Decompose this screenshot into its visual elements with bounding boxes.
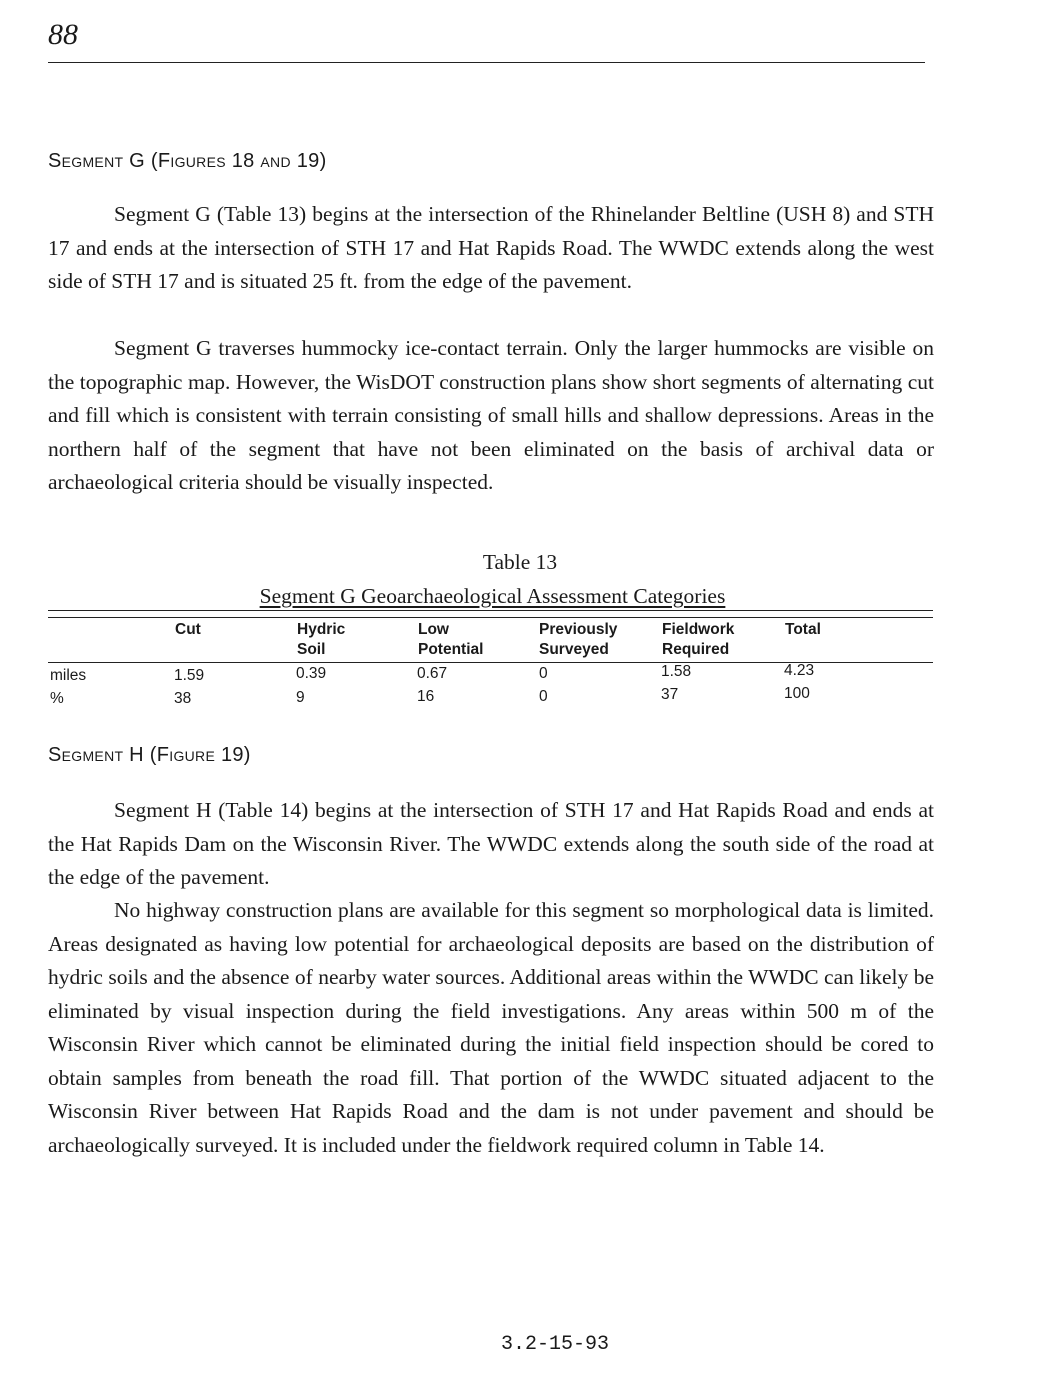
table-top-rule-1 <box>48 610 933 611</box>
col-header-line2: Surveyed <box>539 641 609 658</box>
segment-h-paragraph-2: No highway construction plans are available for this segment so morphological data is limited. Areas designated as having low potential for archaeological deposits are based on the distribution of hydric soils and the absence of nearby water sources. Additional areas within the WWDC can likely be eliminated by visual inspection during the field investigations. Any areas within 500 m of the Wisconsin River which cannot be eliminated during the initial field inspection should be cored to obtain samples from beneath the road fill. That portion of the WWDC situated adjacent to the Wisconsin River between Hat Rapids Road and the dam is not under pavement and should be archaeologically surveyed. It is included under the fieldwork required column in Table 14. <box>48 898 934 1157</box>
col-header-line2: Potential <box>418 641 484 658</box>
col-header-line2: Soil <box>297 641 326 658</box>
col-header-line1: Low <box>418 621 449 638</box>
cell-miles-previously-surveyed: 0 <box>539 665 548 682</box>
col-header-line2: Required <box>662 641 730 658</box>
col-header-line1: Fieldwork <box>662 621 735 638</box>
col-header-low-potential <box>418 620 483 660</box>
segment-h-heading: Segment H (Figure 19) <box>48 744 251 766</box>
cell-percent-low-potential: 16 <box>417 688 435 705</box>
row-label-miles: miles <box>50 667 87 684</box>
col-header-line1: Hydric <box>297 621 346 638</box>
segment-g-heading: Segment G (Figures 18 and 19) <box>48 150 327 172</box>
cell-miles-low-potential: 0.67 <box>417 665 448 682</box>
table-title <box>0 584 985 609</box>
col-header-previously-surveyed <box>539 620 617 660</box>
col-header-line1: Cut <box>175 621 201 638</box>
cell-percent-previously-surveyed: 0 <box>539 688 548 705</box>
table-title-text: Segment G Geoarchaeological Assessment Categories <box>259 584 726 608</box>
row-label-percent: % <box>50 690 64 707</box>
col-header-hydric-soil <box>297 620 345 660</box>
header-rule <box>48 62 925 63</box>
col-header-fieldwork-required <box>662 620 734 660</box>
cell-percent-cut: 38 <box>174 690 192 707</box>
cell-miles-fieldwork-required: 1.58 <box>661 663 692 680</box>
col-header-cut <box>175 620 201 640</box>
cell-miles-total: 4.23 <box>784 662 815 679</box>
page-footer: 3.2-15-93 <box>500 1333 610 1356</box>
cell-percent-total: 100 <box>784 685 810 702</box>
cell-percent-fieldwork-required: 37 <box>661 686 679 703</box>
col-header-total <box>785 620 821 640</box>
cell-miles-cut: 1.59 <box>174 667 205 684</box>
table-top-rule-2 <box>48 617 933 618</box>
segment-h-paragraph-1: Segment H (Table 14) begins at the intersection of STH 17 and Hat Rapids Road and ends at the Hat Rapids Dam on the Wisconsin River. The WWDC extends along the south side of the road at the edge of the pavement. <box>48 798 934 889</box>
table-number: Table 13 <box>482 550 558 574</box>
segment-g-paragraph-2: Segment G traverses hummocky ice-contact terrain. Only the larger hummocks are visible on the topographic map. However, the WisDOT construction plans show short segments of alternating cut and fill which is consistent with terrain consisting of small hills and shallow depressions. Areas in the northern half of the segment that have not been eliminated on the basis of archival data or archaeological criteria should be visually inspected. <box>48 336 934 494</box>
page-number: 88 <box>48 18 78 51</box>
cell-miles-hydric-soil: 0.39 <box>296 665 327 682</box>
col-header-line1: Previously <box>539 621 618 638</box>
col-header-line1: Total <box>785 621 821 638</box>
cell-percent-hydric-soil: 9 <box>296 689 305 706</box>
segment-g-paragraph-1: Segment G (Table 13) begins at the intersection of the Rhinelander Beltline (USH 8) and STH 17 and ends at the intersection of STH 17 and Hat Rapids Road. The WWDC extends along the west side of STH 17 and is situated 25 ft. from the edge of the pavement. <box>48 202 934 293</box>
